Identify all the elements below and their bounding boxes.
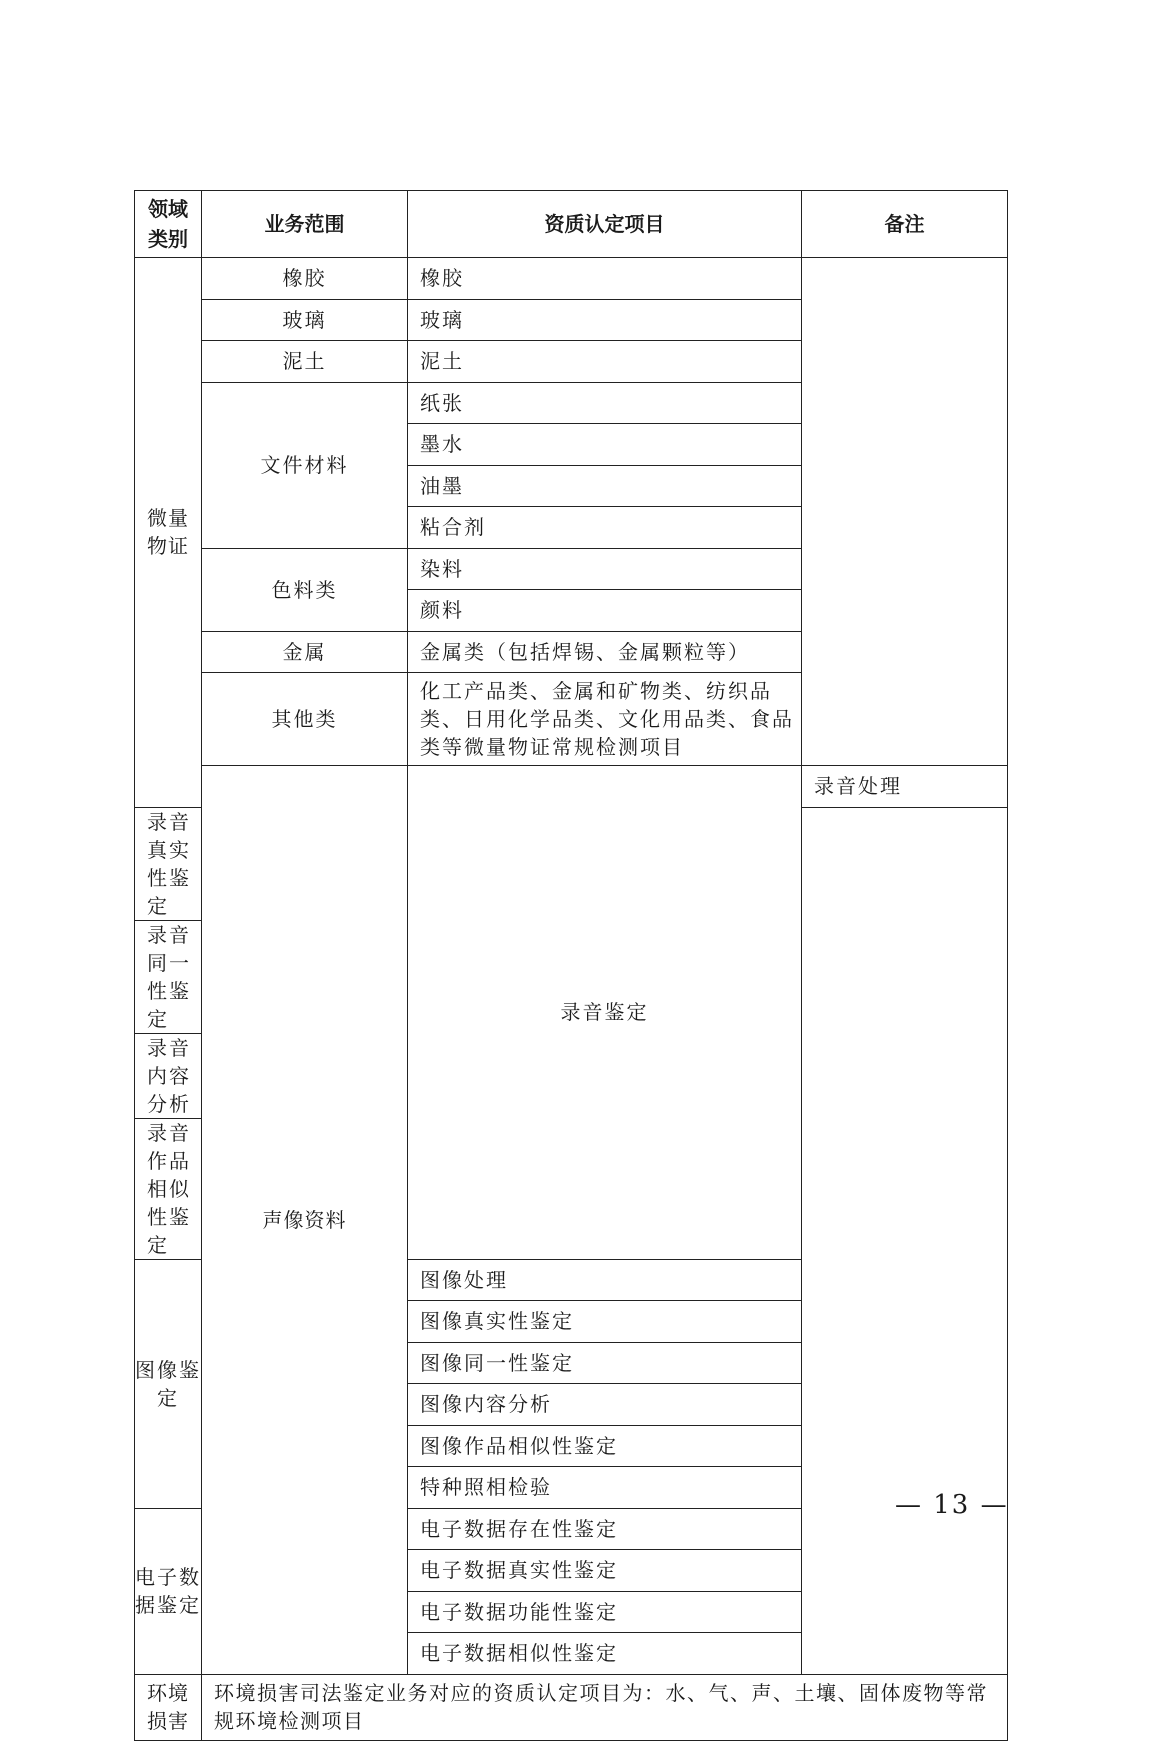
item-cell: 玻璃 <box>408 299 802 341</box>
category-cell: 声像资料 <box>202 766 408 1675</box>
item-cell: 化工产品类、金属和矿物类、纺织品类、日用化学品类、文化用品类、食品类等微量物证常规检测项目 <box>408 673 802 766</box>
header-item: 资质认定项目 <box>408 191 802 258</box>
scope-cell: 电子数据鉴定 <box>135 1508 202 1674</box>
scope-cell: 图像鉴定 <box>135 1259 202 1508</box>
table-row <box>135 1674 1008 1740</box>
scope-cell: 文件材料 <box>202 382 408 548</box>
item-cell: 图像处理 <box>408 1259 802 1301</box>
item-cell: 墨水 <box>408 424 802 466</box>
item-cell: 录音真实性鉴定 <box>135 807 202 920</box>
header-scope: 业务范围 <box>202 191 408 258</box>
header-row <box>135 191 1008 258</box>
item-cell: 图像作品相似性鉴定 <box>408 1425 802 1467</box>
header-remark: 备注 <box>802 191 1008 258</box>
item-cell: 图像同一性鉴定 <box>408 1342 802 1384</box>
scope-cell: 录音鉴定 <box>408 766 802 1260</box>
scope-cell: 其他类 <box>202 673 408 766</box>
qualification-table <box>134 190 1008 1741</box>
item-cell: 电子数据相似性鉴定 <box>408 1633 802 1675</box>
item-cell: 染料 <box>408 548 802 590</box>
scope-cell: 色料类 <box>202 548 408 631</box>
item-cell: 橡胶 <box>408 258 802 300</box>
item-cell: 油墨 <box>408 465 802 507</box>
item-cell: 特种照相检验 <box>408 1467 802 1509</box>
item-cell: 泥土 <box>408 341 802 383</box>
item-cell: 图像内容分析 <box>408 1384 802 1426</box>
item-cell: 颜料 <box>408 590 802 632</box>
environment-text: 环境损害司法鉴定业务对应的资质认定项目为：水、气、声、土壤、固体废物等常规环境检测项目 <box>202 1674 1008 1740</box>
category-cell: 微量物证 <box>135 258 202 808</box>
scope-cell: 玻璃 <box>202 299 408 341</box>
page-number: — 13 — <box>895 1490 1009 1520</box>
table-row <box>135 766 1008 808</box>
item-cell: 电子数据存在性鉴定 <box>408 1508 802 1550</box>
scope-cell: 橡胶 <box>202 258 408 300</box>
item-cell: 粘合剂 <box>408 507 802 549</box>
item-cell: 录音作品相似性鉴定 <box>135 1118 202 1259</box>
remark-cell <box>802 258 1008 766</box>
item-cell: 录音处理 <box>802 766 1008 808</box>
scope-cell: 金属 <box>202 631 408 673</box>
header-category: 领域类别 <box>135 191 202 258</box>
item-cell: 纸张 <box>408 382 802 424</box>
item-cell: 录音同一性鉴定 <box>135 920 202 1033</box>
scope-cell: 泥土 <box>202 341 408 383</box>
category-cell: 环境损害 <box>135 1674 202 1740</box>
table-row <box>135 258 1008 300</box>
item-cell: 电子数据真实性鉴定 <box>408 1550 802 1592</box>
item-cell: 电子数据功能性鉴定 <box>408 1591 802 1633</box>
item-cell: 图像真实性鉴定 <box>408 1301 802 1343</box>
item-cell: 录音内容分析 <box>135 1033 202 1118</box>
item-cell: 金属类（包括焊锡、金属颗粒等） <box>408 631 802 673</box>
